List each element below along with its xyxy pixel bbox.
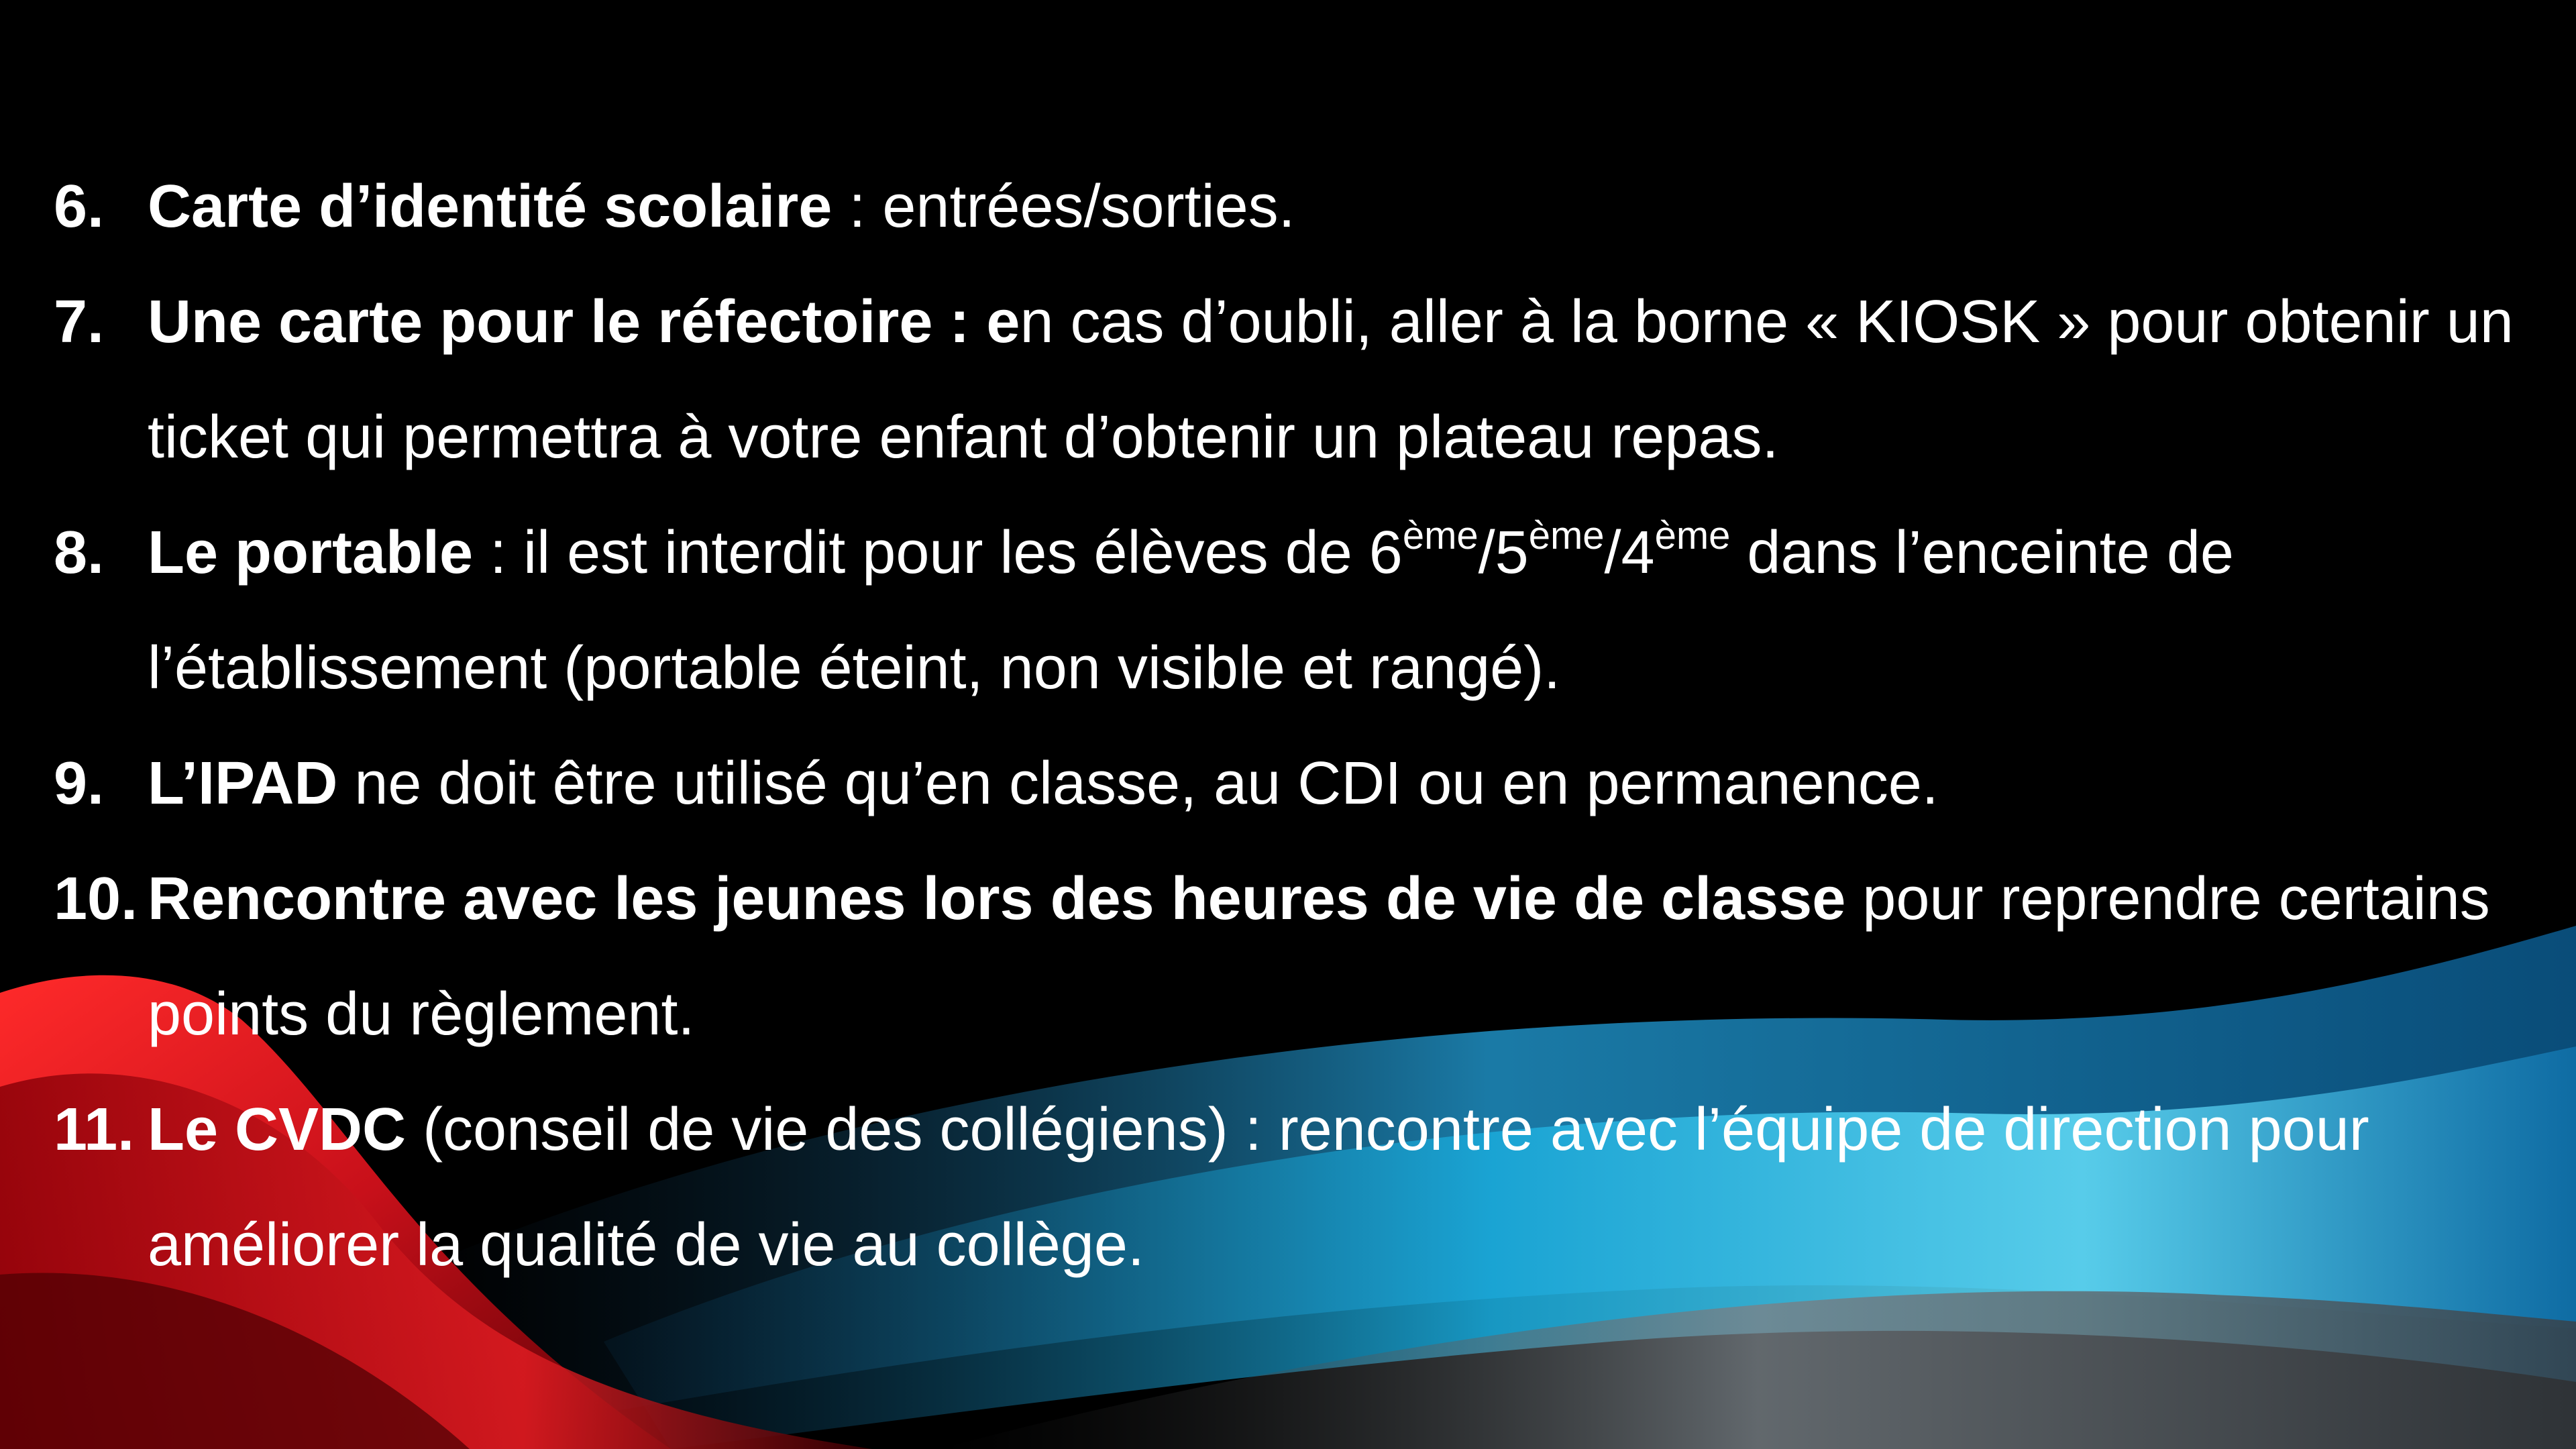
item-number: 10. [54,865,138,932]
superscript: ème [1402,514,1479,557]
item-heading: L’IPAD [148,750,338,817]
item-text: ne doit être utilisé qu’en classe, au CDI ou en permanence. [337,750,1939,817]
item-text: n cas d’oubli, aller à la borne « KIOSK » pour obtenir un ticket qui permettra à votre enfant d’obtenir un plateau repas. [148,288,2514,471]
item-number: 6. [54,173,105,240]
list-item-11 [54,1072,2536,1303]
superscript: ème [1654,514,1731,557]
item-text: pour reprendre certains points du règlement. [148,865,2490,1048]
rules-list [54,149,2536,1303]
item-heading: Une carte pour le réfectoire : e [148,288,1020,356]
list-item-9 [54,726,2536,841]
superscript: ème [1528,514,1605,557]
list-item-8 [54,495,2536,726]
item-heading: Le portable [148,519,474,586]
list-item-10 [54,841,2536,1072]
item-text: (conseil de vie des collégiens) : rencontre avec l’équipe de direction pour améliorer la qualité de vie au collège. [148,1096,2369,1279]
item-text: : entrées/sorties. [832,173,1295,240]
list-item-6 [54,149,2536,264]
item-text: /4 [1604,519,1655,586]
list-item-7 [54,264,2536,495]
item-text: : il est interdit pour les élèves de 6 [473,519,1403,586]
item-text: dans l’enceinte de l’établissement (portable éteint, non visible et rangé). [148,519,2234,702]
item-heading: Le CVDC [148,1096,407,1163]
item-number: 11. [54,1096,135,1163]
item-number: 7. [54,288,105,356]
item-number: 9. [54,750,105,817]
item-number: 8. [54,519,105,586]
item-text: /5 [1478,519,1529,586]
item-heading: Carte d’identité scolaire [148,173,833,240]
item-heading: Rencontre avec les jeunes lors des heures de vie de classe [148,865,1846,932]
